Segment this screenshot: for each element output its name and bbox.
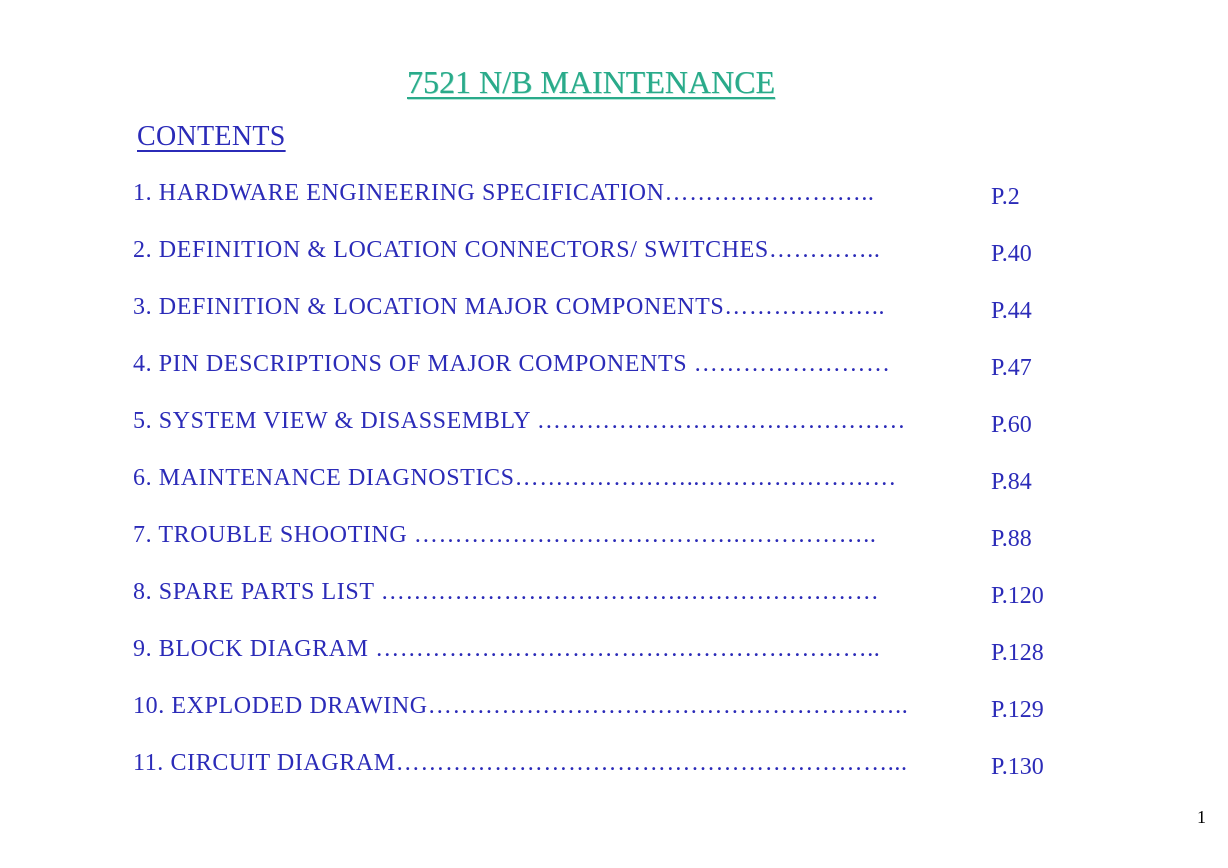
toc-entry-title: 6. MAINTENANCE DIAGNOSTICS…………………..…………………… <box>133 465 897 491</box>
toc-entry-title: 7. TROUBLE SHOOTING ………………………………….…………….. <box>133 522 877 548</box>
toc-entry-title: 8. SPARE PARTS LIST ……………………………….…………………… <box>133 579 880 605</box>
toc-entry-title: 4. PIN DESCRIPTIONS OF MAJOR COMPONENTS …………………… <box>133 351 891 377</box>
toc-entry <box>133 630 1093 687</box>
toc-entry <box>133 744 1093 801</box>
toc-entry <box>133 174 1093 231</box>
toc-entry-page: P.47 <box>991 355 1032 381</box>
toc-entry-title: 1. HARDWARE ENGINEERING SPECIFICATION…………………….. <box>133 180 875 206</box>
toc-entry-title: 10. EXPLODED DRAWING………………………………………………….. <box>133 693 909 719</box>
toc-entry-page: P.130 <box>991 754 1044 780</box>
toc-entry-page: P.2 <box>991 184 1020 210</box>
toc-entry <box>133 573 1093 630</box>
toc-entry-page: P.128 <box>991 640 1044 666</box>
toc-entry-title: 11. CIRCUIT DIAGRAM……………………………………………………... <box>133 750 908 776</box>
contents-heading: CONTENTS <box>137 121 286 152</box>
document-title <box>0 62 1182 102</box>
toc-entry-title: 3. DEFINITION & LOCATION MAJOR COMPONENTS……………….. <box>133 294 886 320</box>
toc-entry <box>133 402 1093 459</box>
page-number: 1 <box>1197 807 1206 827</box>
toc-entry-title: 2. DEFINITION & LOCATION CONNECTORS/ SWITCHES………….. <box>133 237 881 263</box>
toc-entry <box>133 687 1093 744</box>
toc-entry <box>133 231 1093 288</box>
toc-entry-page: P.44 <box>991 298 1032 324</box>
toc-entry <box>133 345 1093 402</box>
document-title-text: 7521 N/B MAINTENANCE <box>407 64 775 100</box>
toc-entry-page: P.60 <box>991 412 1032 438</box>
toc-entry-page: P.40 <box>991 241 1032 267</box>
toc-entry-page: P.120 <box>991 583 1044 609</box>
toc-entry-page: P.88 <box>991 526 1032 552</box>
toc-entry-title: 5. SYSTEM VIEW & DISASSEMBLY ……………………………………… <box>133 408 906 434</box>
table-of-contents <box>133 174 1093 801</box>
toc-entry-title: 9. BLOCK DIAGRAM …………………………………………………….. <box>133 636 881 662</box>
toc-entry <box>133 516 1093 573</box>
toc-entry <box>133 459 1093 516</box>
toc-entry-page: P.84 <box>991 469 1032 495</box>
toc-entry-page: P.129 <box>991 697 1044 723</box>
toc-entry <box>133 288 1093 345</box>
